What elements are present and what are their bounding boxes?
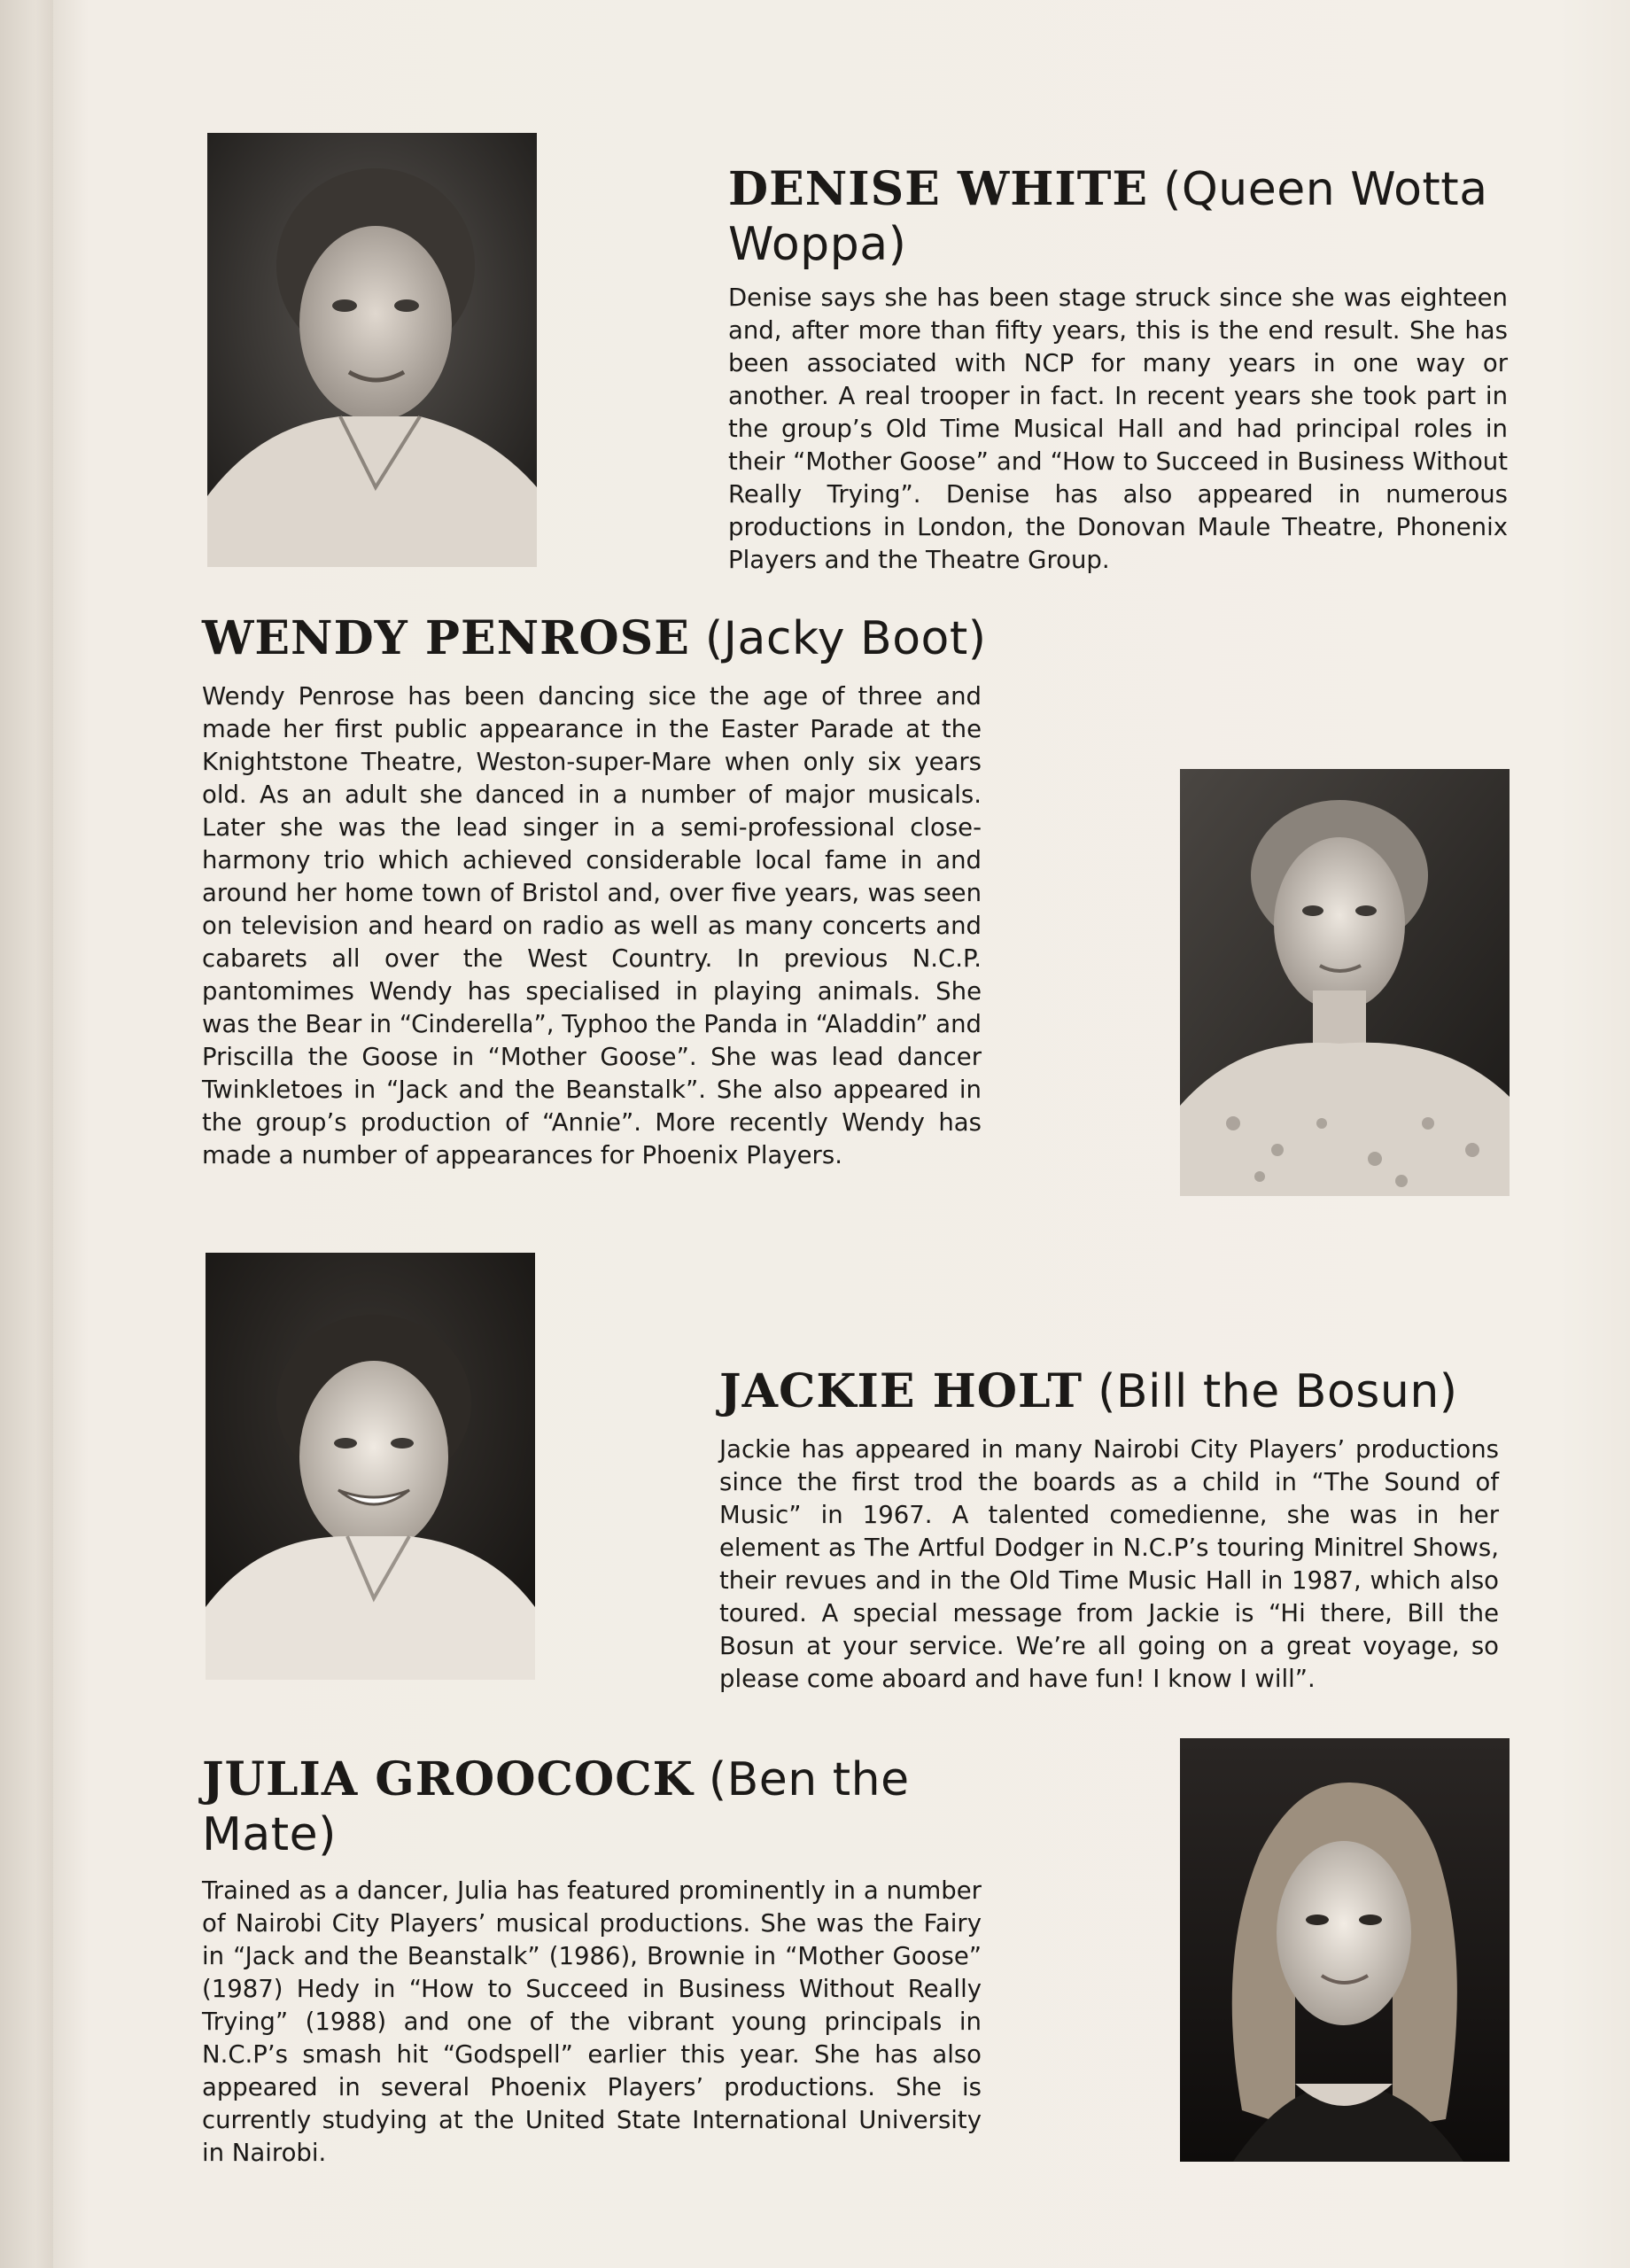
profile-heading-jackie-holt [719,1364,1517,1419]
character-role: (Bill the Bosun) [1098,1365,1458,1418]
portrait-photo-julia-groocock [1180,1738,1510,2162]
profile-heading-julia-groocock [202,1752,999,1862]
performer-name: WENDY PENROSE [202,611,690,665]
performer-name: JULIA GROOCOCK [202,1752,694,1806]
character-role: (Queen Wotta Woppa) [728,163,1488,271]
performer-name: JACKIE HOLT [719,1364,1083,1418]
character-role: (Ben the Mate) [202,1753,910,1861]
performer-bio: Trained as a dancer, Julia has featured prominently in a number of Nairobi City Players’ musical productions. She was the Fairy in “Jack and the Beanstalk” (1986), Brownie in “Mother Goose” (1987) Hedy in “How to Succeed in Business Without Really Trying” (1988) and one of the vibrant young principals in N.C.P’s smash hit “Godspell” earlier this year. She has also appeared in several Phoenix Players’ productions. She is currently studying at the United State International University in Nairobi. [202,1876,982,2167]
page-gutter [0,0,53,2268]
performer-bio: Wendy Penrose has been dancing sice the age of three and made her first public appearance in the Easter Parade at the Knightstone Theatre, Weston-super-Mare when only six years old. As an adult she danced in a number of major musicals. Later she was the lead singer in a semi-professional close-harmony trio which achieved considerable local fame in and around her home town of Bristol and, over five years, was seen on television and heard on radio as well as many concerts and cabarets all over the West Country. In previous N.C.P. pantomimes Wendy has specialised in playing animals. She was the Bear in “Cinderella”, Typhoo the Panda in “Aladdin” and Priscilla the Goose in “Mother Goose”. She was lead dancer Twinkletoes in “Jack and the Beanstalk”. She also appeared in the group’s production of “Annie”. More recently Wendy has made a number of appearances for Phoenix Players. [202,682,982,1169]
portrait-photo-jackie-holt [206,1253,535,1680]
portrait-photo-denise-white [207,133,537,567]
profile-heading-wendy-penrose [202,611,1088,666]
portrait-photo-wendy-penrose [1180,769,1510,1196]
profile-heading-denise-white [728,162,1525,272]
performer-name: DENISE WHITE [728,162,1149,216]
performer-bio: Jackie has appeared in many Nairobi City Players’ productions since the first trod the boards as a child in “The Sound of Music” in 1967. A talented comedienne, she was in her element as The Artful Dodger in N.C.P’s touring Minitrel Shows, their revues and in the Old Time Music Hall in 1987, which also toured. A special message from Jackie is “Hi there, Bill the Bosun at your service. We’re all going on a great voyage, so please come aboard and have fun! I know I will”. [719,1435,1499,1693]
performer-bio: Denise says she has been stage struck since she was eighteen and, after more than fifty years, this is the end result. She has been associated with NCP for many years in one way or another. A real trooper in fact. In recent years she took part in the group’s Old Time Musical Hall and had principal roles in their “Mother Goose” and “How to Succeed in Business Without Really Trying”. Denise has also appeared in numerous productions in London, the Donovan Maule Theatre, Phonenix Players and the Theatre Group. [728,284,1508,574]
character-role: (Jacky Boot) [704,612,987,665]
